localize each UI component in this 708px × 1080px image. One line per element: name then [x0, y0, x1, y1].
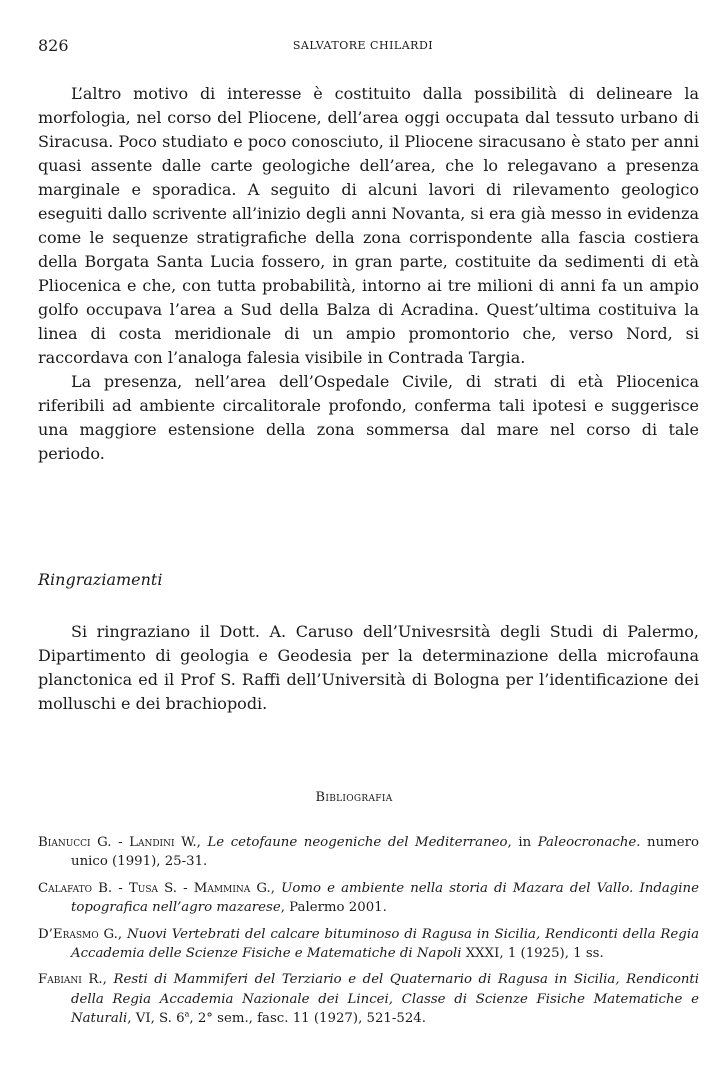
- separator: ,: [196, 835, 208, 850]
- bibliography-entry: [38, 970, 699, 1028]
- citation-details: , Palermo 2001.: [280, 900, 387, 916]
- citation-details: , VI, S. 6: [127, 1011, 185, 1027]
- separator: -: [112, 880, 129, 896]
- body-text: [38, 82, 699, 466]
- citation-details: XXXI, 1 (1925), 1 ss.: [461, 946, 604, 962]
- acknowledgements-text: [38, 620, 699, 716]
- bibliography-entry: [38, 879, 699, 918]
- author: Mammina G.: [193, 880, 271, 896]
- separator: ,: [117, 926, 127, 942]
- author: Calafato B.: [38, 880, 113, 896]
- separator: , in: [507, 835, 538, 850]
- work-title: Resti di Mammiferi del Terziario e del Quaternario di Ragusa in Sicilia, Rendiconti della Regia Accademia Nazionale dei Lincei, Classe di Scienze Fisiche Matematiche e Naturali: [71, 972, 699, 1027]
- bibliography-entry: [38, 925, 699, 964]
- work-title: Uomo e ambiente nella storia di Mazara del Vallo. Indagine topografica nell’agro mazarese: [71, 880, 699, 916]
- bibliography-entry: [38, 833, 699, 872]
- separator: ,: [270, 880, 282, 896]
- paragraph: Si ringraziano il Dott. A. Caruso dell’Univesrsità degli Studi di Palermo, Dipartimento di geologia e Geodesia per la determinazione della microfauna planctonica ed il Prof S. Raffi dell’Università di Bologna per l’identificazione dei molluschi e dei brachiopodi.: [38, 622, 699, 713]
- bibliography-list: [38, 833, 699, 1036]
- section-heading: Ringraziamenti: [38, 570, 163, 589]
- work-title: Nuovi Vertebrati del calcare bituminoso di Ragusa in Sicilia, Rendiconti della Regia Accademia delle Scienze Fisiche e Matematiche di Napoli: [71, 926, 699, 962]
- author: D’Erasmo G.: [38, 926, 118, 942]
- separator: ,: [102, 972, 114, 988]
- running-title: SALVATORE CHILARDI: [292, 39, 434, 52]
- author: Landini W.: [129, 835, 197, 850]
- page-number: 826: [38, 36, 69, 55]
- citation-details: , 2° sem., fasc. 11 (1927), 521-524.: [189, 1011, 426, 1027]
- source-title: Paleocronache: [537, 835, 637, 850]
- author: Bianucci G.: [38, 835, 112, 850]
- work-title: Le cetofaune neogeniche del Mediterraneo: [207, 835, 508, 850]
- running-head: [38, 36, 688, 56]
- separator: -: [111, 835, 130, 850]
- bibliography-heading: Bibliografia: [315, 790, 393, 805]
- paragraph: L’altro motivo di interesse è costituito dalla possibilità di delineare la morfologia, nel corso del Pliocene, dell’area oggi occupata dal tessuto urbano di Siracusa. Poco studiato e poco conosciuto, il Pliocene siracusano è stato per anni quasi assente dalle carte geologiche dell’area, che lo relegavano a presenza marginale e sporadica. A seguito di alcuni lavori di rilevamento geologico eseguiti dallo scrivente all’inizio degli anni Novanta, si era già messo in evidenza come le sequenze stratigrafiche della zona corrispondente alla fascia costiera della Borgata Santa Lucia fossero, in gran parte, costituite da sedimenti di età Pliocenica e che, con tutta probabilità, intorno ai tre milioni di anni fa un ampio golfo occupava l’area a Sud della Balza di Acradina. Quest’ultima costituiva la linea di costa meridionale di un ampio promontorio che, verso Nord, si raccordava con l’analoga falesia visibile in Contrada Targia.: [38, 84, 699, 367]
- separator: -: [177, 880, 194, 896]
- author: Fabiani R.: [38, 972, 103, 988]
- superscript: a: [184, 1009, 190, 1019]
- paragraph: La presenza, nell’area dell’Ospedale Civile, di strati di età Pliocenica riferibili ad ambiente circalitorale profondo, conferma tali ipotesi e suggerisce una maggiore estensione della zona sommersa dal mare nel corso di tale periodo.: [38, 372, 699, 463]
- author: Tusa S.: [128, 880, 178, 896]
- citation-details: . numero unico (1991), 25-31.: [71, 835, 700, 870]
